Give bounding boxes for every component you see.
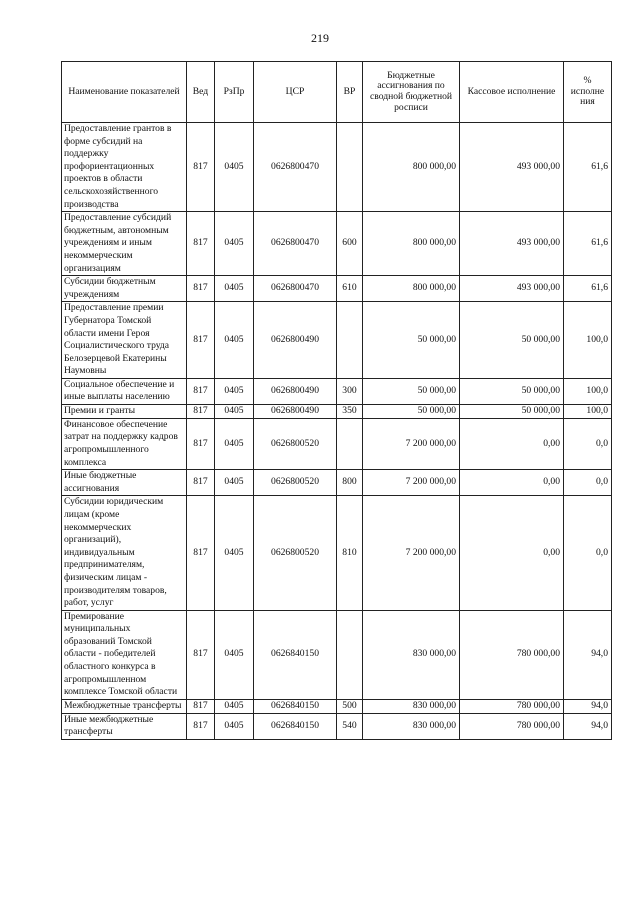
row-percent: 0,0 bbox=[564, 418, 612, 469]
table-row bbox=[62, 302, 612, 379]
table-row bbox=[62, 699, 612, 713]
row-vr: 800 bbox=[337, 470, 363, 496]
row-percent: 0,0 bbox=[564, 470, 612, 496]
budget-table bbox=[61, 61, 612, 740]
row-name: Предоставление грантов в форме субсидий на поддержку профориентационных проектов в области сельскохозяйственного производства bbox=[62, 123, 187, 212]
row-cash-execution: 780 000,00 bbox=[460, 713, 564, 739]
table-row bbox=[62, 610, 612, 699]
page-number: 219 bbox=[311, 31, 329, 45]
row-name: Межбюджетные трансферты bbox=[62, 699, 187, 713]
row-assignments: 7 200 000,00 bbox=[363, 470, 460, 496]
table-row bbox=[62, 276, 612, 302]
row-cash-execution: 493 000,00 bbox=[460, 123, 564, 212]
header-vr: ВР bbox=[337, 62, 363, 123]
header-assignments: Бюджетные ассигнования по сводной бюджетной росписи bbox=[363, 62, 460, 123]
row-csr: 0626840150 bbox=[254, 713, 337, 739]
row-cash-execution: 780 000,00 bbox=[460, 699, 564, 713]
row-rzpr: 0405 bbox=[215, 713, 254, 739]
row-cash-execution: 0,00 bbox=[460, 470, 564, 496]
row-percent: 94,0 bbox=[564, 699, 612, 713]
row-assignments: 7 200 000,00 bbox=[363, 496, 460, 610]
row-percent: 61,6 bbox=[564, 276, 612, 302]
row-name: Социальное обеспечение и иные выплаты населению bbox=[62, 378, 187, 404]
row-vr bbox=[337, 418, 363, 469]
row-vr: 540 bbox=[337, 713, 363, 739]
row-csr: 0626800470 bbox=[254, 276, 337, 302]
table-row bbox=[62, 123, 612, 212]
row-assignments: 7 200 000,00 bbox=[363, 418, 460, 469]
row-ved: 817 bbox=[187, 302, 215, 379]
row-percent: 100,0 bbox=[564, 302, 612, 379]
row-cash-execution: 0,00 bbox=[460, 418, 564, 469]
row-csr: 0626800490 bbox=[254, 302, 337, 379]
row-vr: 810 bbox=[337, 496, 363, 610]
table-row bbox=[62, 405, 612, 419]
row-cash-execution: 493 000,00 bbox=[460, 212, 564, 276]
row-vr bbox=[337, 302, 363, 379]
row-csr: 0626800490 bbox=[254, 378, 337, 404]
row-csr: 0626800470 bbox=[254, 123, 337, 212]
row-ved: 817 bbox=[187, 123, 215, 212]
row-rzpr: 0405 bbox=[215, 378, 254, 404]
row-percent: 61,6 bbox=[564, 212, 612, 276]
header-cash-execution: Кассовое исполнение bbox=[460, 62, 564, 123]
row-rzpr: 0405 bbox=[215, 405, 254, 419]
row-assignments: 800 000,00 bbox=[363, 212, 460, 276]
table-row bbox=[62, 470, 612, 496]
row-percent: 94,0 bbox=[564, 610, 612, 699]
row-cash-execution: 493 000,00 bbox=[460, 276, 564, 302]
row-csr: 0626840150 bbox=[254, 610, 337, 699]
row-ved: 817 bbox=[187, 699, 215, 713]
row-assignments: 800 000,00 bbox=[363, 276, 460, 302]
row-assignments: 830 000,00 bbox=[363, 610, 460, 699]
table-header-row bbox=[62, 62, 612, 123]
row-cash-execution: 50 000,00 bbox=[460, 302, 564, 379]
row-ved: 817 bbox=[187, 378, 215, 404]
row-percent: 0,0 bbox=[564, 496, 612, 610]
row-rzpr: 0405 bbox=[215, 418, 254, 469]
row-csr: 0626800520 bbox=[254, 470, 337, 496]
row-csr: 0626800490 bbox=[254, 405, 337, 419]
row-name: Предоставление субсидий бюджетным, автономным учреждениям и иным некоммерческим организациям bbox=[62, 212, 187, 276]
row-csr: 0626840150 bbox=[254, 699, 337, 713]
row-vr bbox=[337, 610, 363, 699]
row-rzpr: 0405 bbox=[215, 302, 254, 379]
row-cash-execution: 780 000,00 bbox=[460, 610, 564, 699]
row-percent: 94,0 bbox=[564, 713, 612, 739]
row-name: Предоставление премии Губернатора Томской области имени Героя Социалистического труда Белозерцевой Екатерины Наумовны bbox=[62, 302, 187, 379]
row-rzpr: 0405 bbox=[215, 496, 254, 610]
row-assignments: 830 000,00 bbox=[363, 699, 460, 713]
row-percent: 100,0 bbox=[564, 405, 612, 419]
row-rzpr: 0405 bbox=[215, 610, 254, 699]
row-name: Иные бюджетные ассигнования bbox=[62, 470, 187, 496]
row-ved: 817 bbox=[187, 212, 215, 276]
table-row bbox=[62, 713, 612, 739]
row-ved: 817 bbox=[187, 470, 215, 496]
row-rzpr: 0405 bbox=[215, 212, 254, 276]
row-assignments: 50 000,00 bbox=[363, 302, 460, 379]
table-row bbox=[62, 212, 612, 276]
row-vr: 610 bbox=[337, 276, 363, 302]
row-ved: 817 bbox=[187, 276, 215, 302]
row-ved: 817 bbox=[187, 405, 215, 419]
row-cash-execution: 50 000,00 bbox=[460, 378, 564, 404]
row-ved: 817 bbox=[187, 713, 215, 739]
row-rzpr: 0405 bbox=[215, 276, 254, 302]
row-name: Иные межбюджетные трансферты bbox=[62, 713, 187, 739]
row-assignments: 800 000,00 bbox=[363, 123, 460, 212]
row-vr: 500 bbox=[337, 699, 363, 713]
header-rzpr: РзПр bbox=[215, 62, 254, 123]
row-name: Финансовое обеспечение затрат на поддержку кадров агропромышленного комплекса bbox=[62, 418, 187, 469]
row-ved: 817 bbox=[187, 418, 215, 469]
row-name: Премии и гранты bbox=[62, 405, 187, 419]
row-percent: 61,6 bbox=[564, 123, 612, 212]
row-assignments: 830 000,00 bbox=[363, 713, 460, 739]
row-assignments: 50 000,00 bbox=[363, 378, 460, 404]
row-csr: 0626800470 bbox=[254, 212, 337, 276]
header-csr: ЦСР bbox=[254, 62, 337, 123]
row-ved: 817 bbox=[187, 610, 215, 699]
row-percent: 100,0 bbox=[564, 378, 612, 404]
row-vr: 300 bbox=[337, 378, 363, 404]
row-ved: 817 bbox=[187, 496, 215, 610]
header-percent: % исполне ния bbox=[564, 62, 612, 123]
row-vr: 600 bbox=[337, 212, 363, 276]
table-row bbox=[62, 418, 612, 469]
header-ved: Вед bbox=[187, 62, 215, 123]
row-name: Субсидии юридическим лицам (кроме некоммерческих организаций), индивидуальным предпринимателям, физическим лицам - производителям товаров, работ, услуг bbox=[62, 496, 187, 610]
row-cash-execution: 0,00 bbox=[460, 496, 564, 610]
header-name: Наименование показателей bbox=[62, 62, 187, 123]
row-assignments: 50 000,00 bbox=[363, 405, 460, 419]
row-vr: 350 bbox=[337, 405, 363, 419]
row-csr: 0626800520 bbox=[254, 418, 337, 469]
row-rzpr: 0405 bbox=[215, 699, 254, 713]
row-cash-execution: 50 000,00 bbox=[460, 405, 564, 419]
row-rzpr: 0405 bbox=[215, 123, 254, 212]
table-row bbox=[62, 378, 612, 404]
row-csr: 0626800520 bbox=[254, 496, 337, 610]
row-vr bbox=[337, 123, 363, 212]
row-name: Субсидии бюджетным учреждениям bbox=[62, 276, 187, 302]
row-rzpr: 0405 bbox=[215, 470, 254, 496]
row-name: Премирование муниципальных образований Томской области - победителей областного конкурса в агропромышленном комплексе Томской области bbox=[62, 610, 187, 699]
table-row bbox=[62, 496, 612, 610]
